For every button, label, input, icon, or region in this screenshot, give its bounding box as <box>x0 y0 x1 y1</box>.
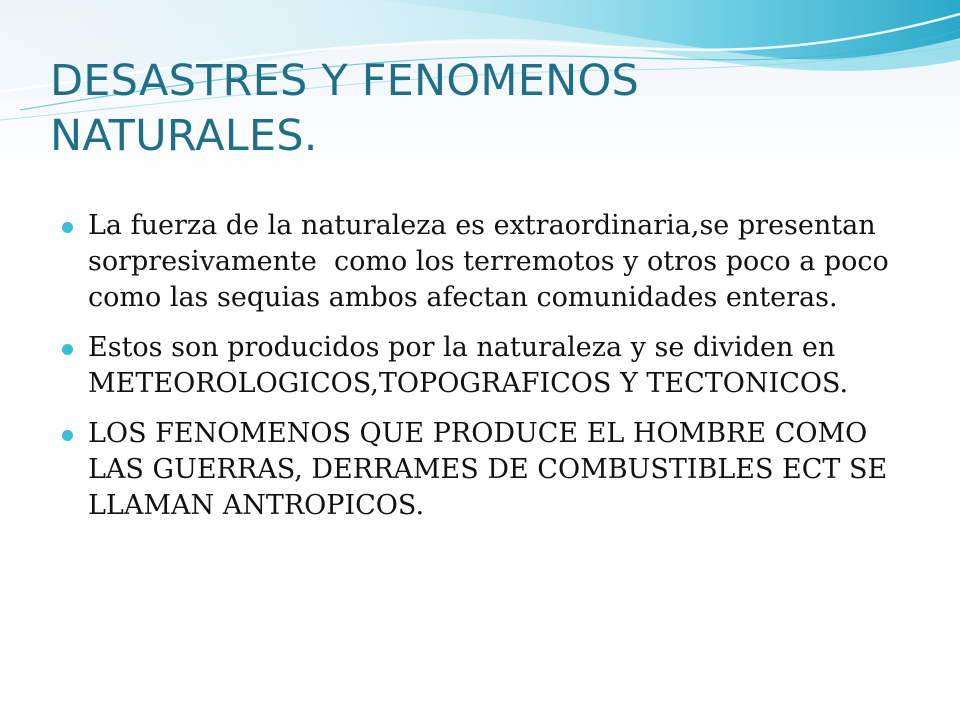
bullet-text: LOS FENOMENOS QUE PRODUCE EL HOMBRE COMO LAS GUERRAS, DERRAMES DE COMBUSTIBLES ECT SE LLAMAN ANTROPICOS. <box>88 418 896 521</box>
bullet-dot-icon <box>62 222 73 233</box>
bullet-item <box>62 330 922 402</box>
bullet-item <box>62 208 922 316</box>
bullet-dot-icon <box>62 430 73 441</box>
bullet-item <box>62 416 922 524</box>
bullet-text: La fuerza de la naturaleza es extraordinaria,se presentan sorpresivamente como los terremotos y otros poco a poco como las sequias ambos afectan comunidades enteras. <box>88 210 898 313</box>
slide-title: DESASTRES Y FENOMENOS NATURALES. <box>50 56 639 162</box>
bullet-dot-icon <box>62 344 73 355</box>
bullet-list <box>62 208 922 538</box>
bullet-text: Estos son producidos por la naturaleza y se dividen en METEOROLOGICOS,TOPOGRAFICOS Y TECTONICOS. <box>88 332 849 399</box>
